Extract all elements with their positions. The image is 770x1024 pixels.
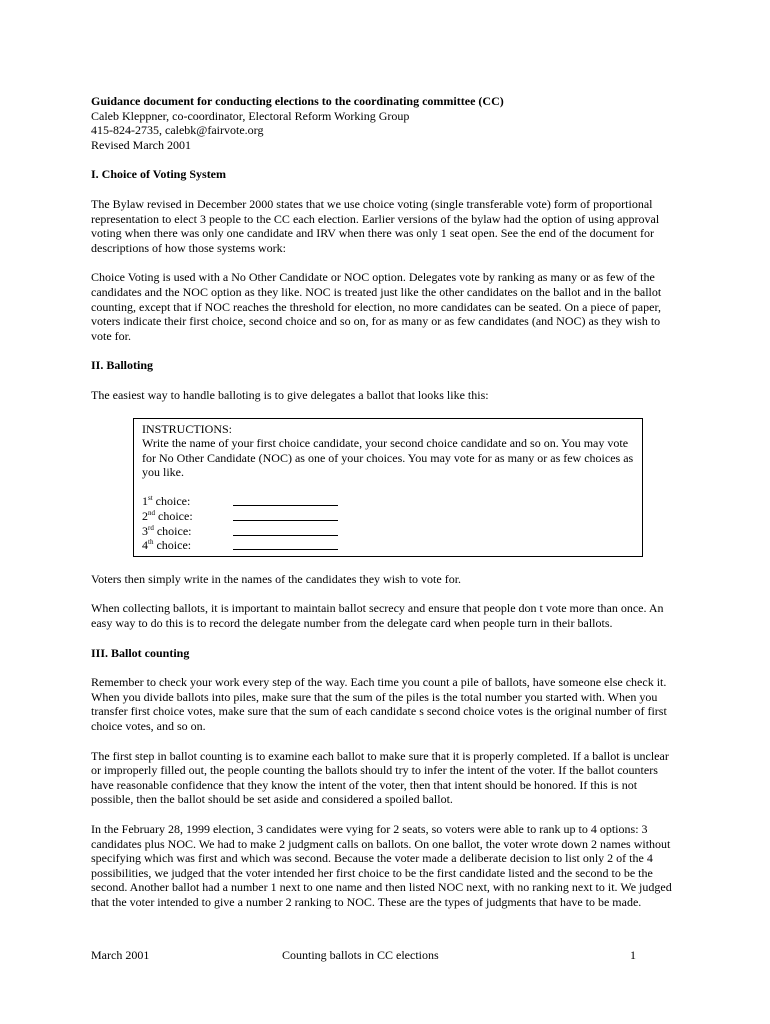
paragraph: The first step in ballot counting is to examine each ballot to make sure that it is properly completed. If a ballot is unclear or improperly filled out, the people counting the ballots should try to infer the intent of the voter. If the ballot counters have reasonable confidence that they know the intent of the voter, then that intent should be honored. If this is not possible, then the ballot should be set aside and considered a spoiled ballot.	[91, 748, 669, 807]
contact-line: 415-824-2735, calebk@fairvote.org	[91, 123, 264, 138]
ballot-choice-row: 3rd choice:	[142, 524, 634, 539]
paragraph: When collecting ballots, it is important to maintain ballot secrecy and ensure that people don t vote more than once. An easy way to do this is to record the delegate number from the delegate card when people turn in their ballots.	[91, 601, 664, 631]
document-body	[91, 94, 681, 925]
paragraph: The Bylaw revised in December 2000 states that we use choice voting (single transferable vote) form of proportional representation to elect 3 people to the CC each election. Earlier versions of the bylaw had the option of using approval voting when there was only one candidate and IRV when there was only 1 seat open. See the end of the document for descriptions of how those systems work:	[91, 196, 660, 255]
page-footer	[91, 948, 636, 963]
sample-ballot-box	[133, 418, 643, 557]
ballot-choice-row: 4th choice:	[142, 538, 634, 553]
author-line: Caleb Kleppner, co-coordinator, Electoral Reform Working Group	[91, 108, 410, 123]
ballot-blank-line	[233, 509, 338, 521]
ballot-choice-row: 1st choice:	[142, 494, 634, 509]
paragraph: Remember to check your work every step of the way. Each time you count a pile of ballots, have someone else check it. When you divide ballots into piles, make sure that the sum of the piles is the total number you started with. When you transfer first choice votes, make sure that the sum of each candidate s second choice votes is the original number of first choice votes, and so on.	[91, 675, 667, 733]
footer-title: Counting ballots in CC elections	[282, 948, 439, 962]
section-heading-1: I. Choice of Voting System	[91, 167, 227, 182]
paragraph: Voters then simply write in the names of the candidates they wish to vote for.	[91, 571, 462, 586]
ballot-blank-line	[233, 494, 338, 506]
revised-line: Revised March 2001	[91, 137, 191, 152]
section-heading-3: III. Ballot counting	[91, 645, 190, 660]
ballot-choice-row: 2nd choice:	[142, 509, 634, 524]
document-header	[91, 94, 681, 152]
ballot-blank-line	[233, 524, 338, 536]
ballot-instructions-text: Write the name of your first choice candidate, your second choice candidate and so on. You may vote for No Other Candidate (NOC) as one of your choices. You may vote for as many or as few choices as you like.	[142, 436, 634, 480]
ballot-instructions-title: INSTRUCTIONS:	[142, 421, 233, 436]
paragraph: Choice Voting is used with a No Other Candidate or NOC option. Delegates vote by ranking as many or as few of the candidates and the NOC option as they like. NOC is treated just like the other candidates on the ballot and in the ballot counting, except that if NOC reaches the threshold for election, no more candidates can be seated. On a piece of paper, voters indicate their first choice, second choice and so on, for as many or as few candidates (and NOC) as they wish to vote for.	[91, 270, 662, 343]
ballot-blank-line	[233, 538, 338, 550]
page-number: 1	[630, 948, 636, 962]
paragraph: The easiest way to handle balloting is to give delegates a ballot that looks like this:	[91, 387, 489, 402]
document-title: Guidance document for conducting elections to the coordinating committee (CC)	[91, 94, 504, 108]
section-heading-2: II. Balloting	[91, 358, 154, 373]
paragraph: In the February 28, 1999 election, 3 candidates were vying for 2 seats, so voters were able to rank up to 4 options: 3 candidates plus NOC. We had to make 2 judgment calls on ballots. On one ballot, the voter wrote down 2 names without specifying which was first and which was second. Because the voter made a deliberate decision to list only 2 of the 4 possibilities, we judged that the voter intended her first choice to be the first candidate listed and the second to be the second. Another ballot had a number 1 next to one name and then listed NOC next, with no ranking next to it. We judged that the voter intended to give a number 2 ranking to NOC. These are the types of judgments that have to be made.	[91, 821, 672, 909]
footer-date: March 2001	[91, 948, 150, 962]
